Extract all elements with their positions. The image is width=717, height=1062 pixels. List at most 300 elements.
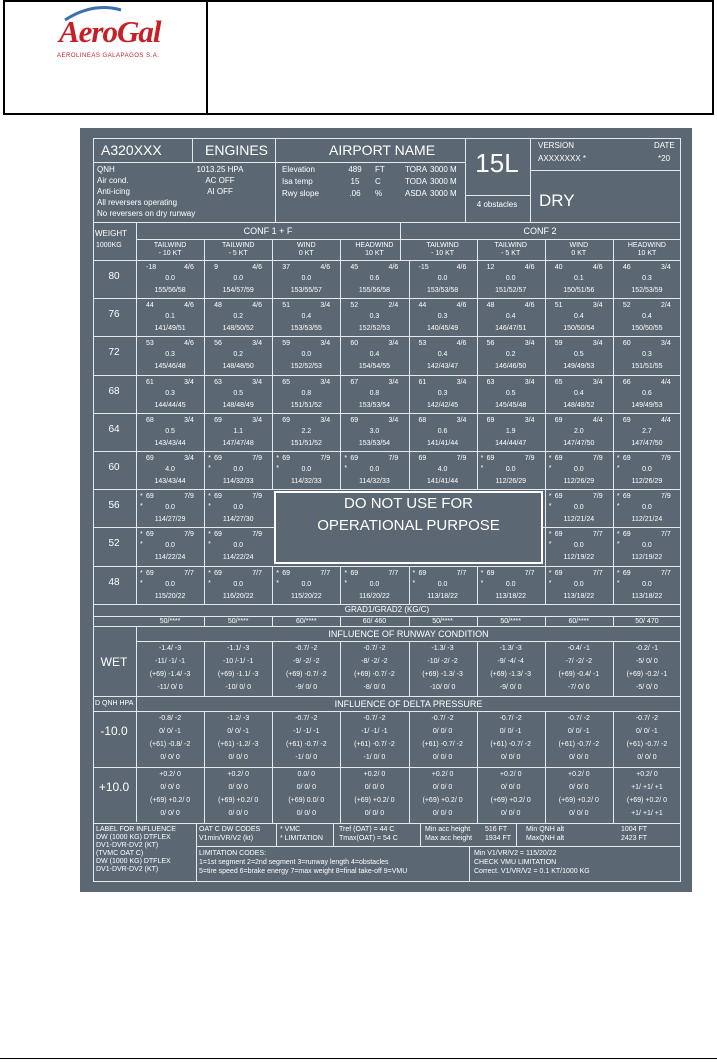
col-line — [477, 375, 478, 413]
vmc-marker: * — [276, 579, 279, 587]
temp-value: 66 — [622, 378, 631, 386]
wet-value: -10 /-1/ -1 — [223, 657, 254, 665]
document-header — [3, 0, 714, 115]
limit-code: 4/6 — [184, 302, 194, 310]
limit-code: 3/4 — [320, 378, 331, 386]
limit-code: 3/4 — [252, 340, 262, 348]
limit-code: 3/4 — [661, 264, 671, 271]
legend-min-acc: Min acc height — [425, 825, 471, 833]
limit-code: 7/9 — [661, 455, 671, 462]
grid-line — [340, 767, 341, 823]
temp-value: 45 — [350, 264, 359, 271]
weight-delta: 0.0 — [233, 275, 244, 282]
weight-delta: 1.9 — [505, 427, 516, 435]
dp-value: (+61) -0.7/ -2 — [422, 740, 463, 748]
vmc-marker: * — [616, 531, 620, 539]
distance-value: 3000 M — [430, 177, 457, 186]
temp-value: 69 — [214, 416, 222, 424]
rtow-chart-panel — [80, 128, 692, 892]
speeds: 152/52/53 — [358, 325, 391, 333]
vmc-marker: * — [480, 455, 484, 462]
legend-vmc: * LIMITATION — [280, 834, 323, 842]
speeds: 152/53/59 — [631, 287, 663, 294]
legend-max-qnh: MaxQNH alt — [526, 834, 565, 842]
limit-code: 3/4 — [252, 378, 262, 386]
column-subheader: 10 KT — [637, 250, 657, 257]
speeds: 114/27/29 — [154, 516, 186, 524]
dp-value: 0.0/ 0 — [297, 770, 316, 778]
col-line — [340, 566, 341, 604]
speeds: 114/32/33 — [359, 478, 390, 485]
dp-value: -0.7/ -2 — [295, 714, 318, 722]
temp-value: 69 — [214, 569, 222, 577]
temp-value: 69 — [214, 531, 222, 539]
vmc-marker: * — [140, 579, 143, 587]
col-line — [272, 336, 273, 374]
grid-line — [340, 616, 341, 626]
row-line — [93, 375, 681, 376]
limit-code: 7/9 — [592, 493, 603, 501]
temp-value: 69 — [418, 455, 427, 462]
grad-value: 50/**** — [432, 617, 453, 625]
wet-value: -8/ -2/ -2 — [361, 657, 388, 665]
temp-value: 69 — [622, 416, 631, 424]
col-line — [204, 298, 205, 336]
grid-line — [409, 711, 410, 767]
weight-delta: 0.0 — [233, 542, 244, 550]
vmc-marker: * — [276, 455, 279, 462]
col-line — [340, 298, 341, 336]
temp-value: 69 — [418, 569, 427, 577]
limit-code: 7/9 — [592, 455, 603, 462]
col-line — [136, 566, 137, 604]
grid-line — [545, 641, 546, 696]
speeds: 112/26/29 — [495, 478, 526, 485]
temp-value: 67 — [350, 378, 359, 386]
warning-box — [274, 491, 543, 563]
temp-value: 69 — [554, 493, 563, 501]
limit-code: 3/4 — [252, 416, 262, 424]
footer-rule — [0, 1058, 717, 1059]
temp-value: 59 — [554, 340, 563, 348]
grid-line — [93, 222, 681, 223]
limit-code: 3/4 — [388, 416, 399, 424]
info-value: 1013.25 HPA — [196, 165, 244, 174]
temp-value: 61 — [418, 378, 427, 386]
limit-code: 3/4 — [524, 378, 535, 386]
speeds: 151/51/55 — [631, 363, 663, 371]
dp-value: 0/ 0/ -1 — [636, 727, 658, 735]
limit-code: 7/9 — [252, 531, 262, 539]
column-header: TAILWIND — [221, 242, 255, 249]
grid-line — [204, 767, 205, 823]
speeds: 150/51/56 — [563, 287, 595, 294]
dp-value: -1/ 0/ 0 — [363, 753, 386, 761]
dp-value: 0/ 0/ 0 — [432, 753, 453, 761]
column-header: TAILWIND — [494, 242, 527, 249]
weight-delta: 0.0 — [233, 466, 244, 473]
grid-line — [136, 222, 137, 260]
weight-delta: 0.0 — [301, 466, 312, 473]
legend-label: (TVMC OAT C) — [96, 849, 144, 857]
grid-line — [477, 711, 478, 767]
speeds: 148/48/49 — [222, 401, 254, 409]
column-subheader: - 10 KT — [158, 250, 182, 257]
temp-value: 69 — [622, 493, 631, 501]
dp-label: +10.0 — [98, 779, 130, 794]
column-subheader: - 5 KT — [228, 250, 248, 257]
weight-delta: 0.0 — [437, 580, 448, 588]
grid-line — [136, 239, 681, 240]
limit-code: 3/4 — [320, 302, 331, 310]
col-line — [136, 413, 137, 451]
legend-oat: OAT C DW CODES — [199, 825, 261, 833]
grid-line — [469, 846, 470, 882]
temp-value: 53 — [418, 340, 427, 348]
vmc-marker: * — [548, 541, 552, 549]
runway-condition: DRY — [539, 191, 575, 210]
info-label: QNH — [97, 165, 115, 174]
temp-value: 68 — [418, 416, 427, 424]
conf1-title: CONF 1 + F — [243, 226, 293, 236]
vmc-marker: * — [276, 465, 279, 472]
weight-delta: 0.0 — [165, 542, 175, 550]
col-line — [204, 336, 205, 374]
temp-value: 69 — [554, 455, 563, 462]
dp-value: +0.2/ 0 — [499, 770, 522, 778]
limit-code: 4/6 — [524, 264, 535, 271]
speeds: 113/18/22 — [495, 592, 526, 600]
limit-code: 3/4 — [320, 416, 331, 424]
warning-text: OPERATIONAL PURPOSE — [317, 517, 500, 535]
wet-value: (+69) -1.3/ -3 — [490, 670, 532, 678]
temp-value: 51 — [554, 302, 563, 310]
vmc-marker: * — [208, 503, 211, 511]
col-line — [272, 298, 273, 336]
limit-code: 7/7 — [388, 569, 399, 577]
limit-code: 7/7 — [252, 569, 262, 577]
speeds: 150/50/55 — [631, 325, 663, 333]
dp-value: (+69) +0.2/ 0 — [354, 796, 395, 804]
temp-value: 44 — [146, 302, 154, 310]
weight-value: 68 — [108, 385, 120, 397]
col-line — [613, 451, 614, 489]
temp-value: 69 — [146, 493, 154, 501]
limit-code: 7/9 — [252, 455, 262, 462]
weight-delta: 0.4 — [573, 389, 584, 397]
speeds: 154/54/55 — [358, 363, 391, 371]
speeds: 114/32/33 — [291, 478, 322, 485]
speeds: 112/26/29 — [563, 478, 595, 485]
legend-correct: Correct. V1/VR/V2 = 0.1 KT/1000 KG — [474, 867, 590, 875]
column-subheader: 0 KT — [571, 250, 587, 257]
temp-value: 53 — [146, 340, 154, 348]
weight-delta: 0.0 — [301, 275, 312, 282]
dp-value: 0/ 0/ 0 — [432, 809, 453, 817]
vmc-marker: * — [548, 579, 552, 587]
limit-code: 2/4 — [661, 302, 671, 310]
legend-min-acc-value: 516 FT — [485, 825, 508, 833]
weight-delta: 0.0 — [301, 351, 312, 359]
weight-delta: 0.4 — [369, 351, 380, 359]
temp-value: 69 — [622, 569, 631, 577]
grid-line — [530, 138, 531, 222]
wet-value: -5/ 0/ 0 — [636, 657, 658, 665]
grid-line — [545, 767, 546, 823]
grid-line — [136, 696, 137, 822]
grid-line — [340, 711, 341, 767]
logo-wordmark: AeroGal — [59, 14, 161, 49]
dp-value: 0/ 0/ 0 — [500, 783, 521, 791]
dp-value: (+69) +0.2/ 0 — [150, 796, 191, 804]
weight-delta: 0.8 — [369, 389, 380, 397]
grid-line — [409, 767, 410, 823]
weight-delta: 0.1 — [573, 275, 584, 282]
grad-value: 60/**** — [295, 617, 317, 625]
date-label: DATE — [654, 141, 675, 150]
temp-value: 63 — [486, 378, 495, 386]
grid-line — [545, 711, 546, 767]
legend-label: DW (1000 KG) DTFLEX — [96, 833, 171, 841]
vmc-marker: * — [616, 541, 620, 549]
dp-value: +0.2/ 0 — [227, 770, 249, 778]
col-line — [204, 375, 205, 413]
grid-line — [516, 823, 517, 846]
dp-value: -1.2/ -3 — [227, 714, 250, 722]
legend-label: DV1-DVR-DV2 (KT) — [96, 841, 159, 849]
weight-delta: 0.0 — [642, 504, 652, 512]
weight-delta: 0.0 — [573, 580, 584, 588]
weight-value: 60 — [108, 462, 120, 473]
limit-code: 4/4 — [592, 416, 603, 424]
speeds: 113/18/22 — [563, 592, 595, 600]
grad-value: 50/**** — [227, 617, 249, 625]
row-line — [93, 566, 681, 567]
airport-info-unit: C — [375, 177, 381, 186]
wet-value: (+69) -0.7/ -2 — [354, 670, 395, 678]
wet-value: -10/ -2/ -2 — [427, 657, 458, 665]
limit-code: 3/4 — [524, 340, 535, 348]
grid-line — [275, 138, 276, 222]
dp-value: 0/ 0/ 0 — [500, 753, 521, 761]
vmc-marker: * — [548, 465, 552, 472]
col-line — [477, 336, 478, 374]
dp-value: +0.2/ 0 — [568, 770, 590, 778]
vmc-marker: * — [616, 569, 620, 577]
info-value: AI OFF — [207, 187, 233, 196]
vmc-marker: * — [208, 541, 211, 549]
vmc-marker: * — [344, 569, 348, 577]
vmc-marker: * — [412, 579, 416, 587]
airport-info-value: 15 — [350, 177, 360, 186]
limit-code: 7/9 — [388, 455, 399, 462]
weight-delta: 0.0 — [505, 275, 516, 282]
grid-line — [93, 767, 681, 768]
dp-value: (+61) -0.7/ -2 — [626, 740, 668, 748]
speeds: 151/51/52 — [290, 401, 322, 409]
engines-title: ENGINES — [205, 142, 269, 158]
dp-value: +0.2/ 0 — [363, 770, 386, 778]
col-line — [545, 298, 546, 336]
vmc-marker: * — [140, 493, 143, 501]
row-line — [93, 451, 681, 452]
grid-line — [465, 138, 466, 222]
grid-line — [545, 239, 546, 260]
vmc-marker: * — [208, 531, 211, 539]
weight-delta: 0.0 — [505, 466, 516, 473]
speeds: 116/20/22 — [359, 592, 390, 600]
limit-code: 7/9 — [456, 455, 467, 462]
rtow-table — [93, 138, 681, 882]
legend-max-acc: Max acc height — [425, 834, 473, 842]
logo-subtitle: AEROLINEAS GALAPAGOS S.A. — [57, 53, 160, 59]
temp-value: 40 — [554, 264, 563, 271]
limit-code: 3/4 — [388, 340, 399, 348]
weight-delta: 0.3 — [165, 351, 175, 359]
weight-delta: 0.3 — [437, 389, 448, 397]
col-line — [613, 336, 614, 374]
speeds: 114/22/24 — [154, 554, 186, 562]
vmc-marker: * — [140, 569, 143, 577]
aircraft-name: A320XXX — [101, 142, 162, 158]
grid-line — [333, 823, 334, 846]
grad-value: 50/**** — [159, 617, 181, 625]
temp-value: 48 — [486, 302, 495, 310]
speeds: 153/53/58 — [426, 287, 459, 294]
speeds: 114/27/30 — [222, 516, 254, 524]
grid-line — [477, 641, 478, 696]
outer-bottom — [93, 881, 681, 882]
dp-value: -1/ -1/ -1 — [293, 727, 320, 735]
dp-value: +0.2/ 0 — [431, 770, 454, 778]
dp-value: (+61) -0.7/ -2 — [558, 740, 600, 748]
weight-unit: 1000KG — [96, 242, 122, 249]
grid-line — [196, 823, 197, 882]
info-value: AC OFF — [205, 176, 235, 185]
runway-id: 15L — [475, 148, 519, 178]
dp-value: (+69) +0.2/ 0 — [490, 796, 531, 804]
obstacles-count: 4 obstacles — [476, 200, 518, 209]
speeds: 145/46/48 — [154, 363, 186, 371]
limit-code: 3/4 — [524, 416, 535, 424]
vmc-marker: * — [344, 579, 348, 587]
wet-value: -0.4/ -1 — [567, 644, 590, 652]
wet-value: -1.3/ -3 — [499, 644, 522, 652]
temp-value: 48 — [214, 302, 222, 310]
limit-code: 3/4 — [592, 340, 603, 348]
dp-value: (+61) -0.7/ -2 — [285, 740, 327, 748]
col-line — [545, 451, 546, 489]
limit-code: 7/9 — [184, 493, 194, 501]
grid-line — [272, 641, 273, 696]
weight-delta: 0.8 — [301, 389, 312, 397]
dp-value: -0.7/ -2 — [499, 714, 522, 722]
speeds: 112/21/24 — [563, 516, 595, 524]
wet-value: -0.2/ -1 — [635, 644, 659, 652]
wet-value: -10/ 0/ 0 — [225, 683, 252, 691]
limit-code: 4/6 — [456, 302, 467, 310]
dp-value: 0/ 0/ 0 — [569, 809, 589, 817]
dp-value: (+61) -0.8/ -2 — [149, 740, 191, 748]
dp-value: (+61) -0.7/ -2 — [354, 740, 395, 748]
dp-value: +0.2/ 0 — [159, 770, 181, 778]
col-line — [477, 413, 478, 451]
speeds: 147/47/50 — [631, 439, 663, 447]
col-line — [613, 527, 614, 565]
distance-label: TORA — [405, 165, 428, 174]
speeds: 112/19/22 — [563, 554, 595, 562]
wet-value: -8/ 0/ 0 — [363, 683, 386, 691]
airport-info-unit: % — [375, 189, 383, 198]
dp-value: (+69) +0.2/ 0 — [422, 796, 463, 804]
col-line — [340, 260, 341, 298]
weight-delta: 0.0 — [369, 580, 380, 588]
limit-code: 7/7 — [524, 569, 535, 577]
weight-delta: 0.5 — [573, 351, 584, 359]
wet-value: -9/ -2/ -2 — [293, 657, 320, 665]
weight-delta: 0.0 — [301, 580, 312, 588]
dp-value: 0/ 0/ 0 — [160, 809, 180, 817]
col-line — [613, 298, 614, 336]
column-header: WIND — [569, 242, 589, 249]
dp-value: 0/ 0/ 0 — [296, 783, 317, 791]
wet-value: -1.4/ -3 — [158, 644, 182, 652]
date-value: *20 — [658, 154, 671, 163]
col-line — [409, 413, 410, 451]
legend-max-acc-value: 1934 FT — [485, 834, 512, 842]
limit-code: 4/4 — [661, 416, 671, 424]
weight-delta: 0.0 — [642, 466, 652, 473]
weight-delta: 0.0 — [165, 275, 175, 282]
weight-delta: 0.0 — [165, 580, 175, 588]
vmc-marker: * — [548, 493, 552, 501]
info-label: Air cond. — [97, 176, 129, 185]
grad-value: 50/**** — [500, 617, 522, 625]
temp-value: 69 — [214, 455, 222, 462]
column-header: HEADWIND — [627, 242, 666, 249]
wet-value: -5/ 0/ 0 — [636, 683, 658, 691]
wet-value: -9/ -4/ -4 — [497, 657, 524, 665]
speeds: 151/52/57 — [495, 287, 527, 294]
col-line — [272, 566, 273, 604]
temp-value: 69 — [486, 569, 495, 577]
dp-value: 0/ 0/ 0 — [364, 809, 385, 817]
dp-value: -1/ 0/ 0 — [295, 753, 318, 761]
speeds: 141/41/44 — [426, 439, 459, 447]
speeds: 113/18/22 — [427, 592, 458, 600]
col-line — [613, 489, 614, 527]
airport-info-label: Rwy slope — [282, 189, 319, 198]
limit-code: 3/4 — [320, 340, 331, 348]
legend-label: DW (1000 KG) DTFLEX — [96, 857, 171, 865]
col-line — [340, 413, 341, 451]
temp-value: 69 — [554, 531, 563, 539]
wet-value: (+69) -0.2/ -1 — [626, 670, 668, 678]
speeds: 112/19/22 — [631, 554, 663, 562]
distance-label: TODA — [405, 177, 428, 186]
version-label: VERSION — [538, 141, 575, 150]
temp-value: 52 — [622, 302, 631, 310]
limit-code: 7/7 — [456, 569, 467, 577]
dp-value: 0/ 0/ 0 — [569, 783, 589, 791]
col-line — [136, 260, 137, 298]
wet-label: WET — [100, 654, 128, 669]
limit-code: 2/4 — [388, 302, 399, 310]
col-line — [136, 527, 137, 565]
wet-value: -1.3/ -3 — [431, 644, 454, 652]
col-line — [545, 489, 546, 527]
dp-value: -0.8/ -2 — [158, 714, 182, 722]
